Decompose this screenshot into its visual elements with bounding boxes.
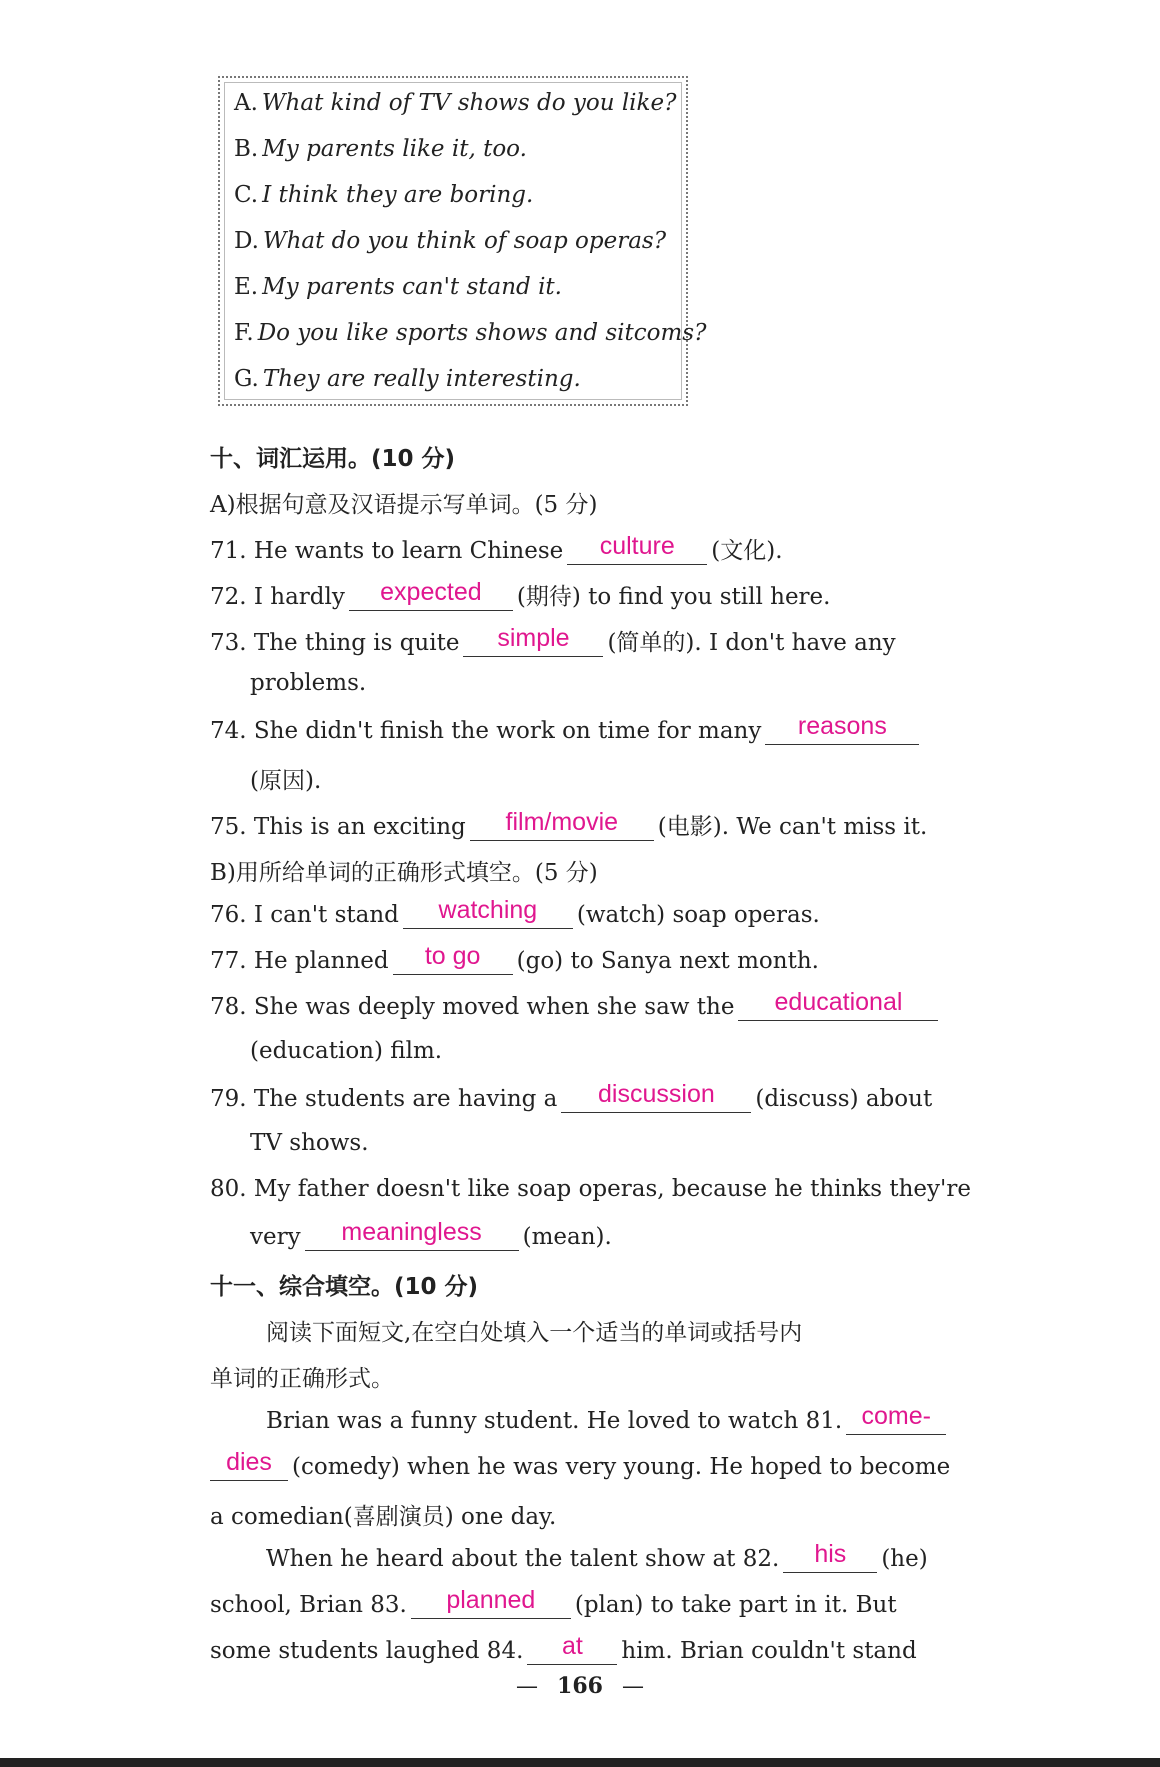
answer-74: reasons	[797, 712, 887, 740]
option-f: F. Do you like sports shows and sitcoms?	[234, 320, 707, 346]
question-75: 75. This is an exciting film/movie (电影). We can't miss it.	[210, 808, 928, 840]
question-74-cont: (原因).	[250, 768, 322, 794]
answer-84: at	[561, 1632, 583, 1660]
option-c: C. I think they are boring.	[234, 182, 534, 208]
passage-line-4: When he heard about the talent show at 82. his (he)	[266, 1540, 928, 1572]
option-d: D. What do you think of soap operas?	[234, 228, 667, 254]
answer-80: meaningless	[341, 1218, 482, 1246]
part-b-instruction: B)用所给单词的正确形式填空。(5 分)	[210, 860, 598, 886]
answer-75: film/movie	[505, 808, 619, 836]
answer-79: discussion	[598, 1080, 715, 1108]
section-11-instruction-2: 单词的正确形式。	[210, 1366, 394, 1392]
option-b: B. My parents like it, too.	[234, 136, 527, 162]
question-76: 76. I can't stand watching (watch) soap operas.	[210, 896, 820, 928]
passage-line-3: a comedian(喜剧演员) one day.	[210, 1504, 557, 1530]
section-10-title: 十、词汇运用。(10 分)	[210, 446, 456, 472]
page-number: — 166 —	[516, 1673, 644, 1699]
question-78-cont: (education) film.	[250, 1038, 443, 1064]
answer-76: watching	[438, 896, 538, 924]
passage-line-1: Brian was a funny student. He loved to watch 81. come-	[266, 1406, 950, 1435]
answer-82: his	[814, 1540, 847, 1568]
question-79: 79. The students are having a discussion (discuss) about	[210, 1080, 933, 1112]
question-72: 72. I hardly expected (期待) to find you still here.	[210, 578, 831, 610]
answer-77: to go	[424, 942, 481, 970]
option-a: A. What kind of TV shows do you like?	[234, 90, 677, 116]
question-78: 78. She was deeply moved when she saw the educational	[210, 992, 942, 1021]
answer-81b: dies	[226, 1448, 272, 1476]
part-a-instruction: A)根据句意及汉语提示写单词。(5 分)	[210, 492, 598, 518]
question-80-cont: very meaningless (mean).	[250, 1218, 612, 1250]
question-71: 71. He wants to learn Chinese culture (文化).	[210, 532, 783, 564]
option-e: E. My parents can't stand it.	[234, 274, 562, 300]
answer-78: educational	[774, 988, 903, 1016]
passage-line-6: some students laughed 84. at him. Brian couldn't stand	[210, 1632, 917, 1664]
question-77: 77. He planned to go (go) to Sanya next month.	[210, 942, 819, 974]
answer-81a: come-	[861, 1402, 931, 1430]
passage-line-2: dies (comedy) when he was very young. He hoped to become	[210, 1452, 950, 1481]
option-g: G. They are really interesting.	[234, 366, 581, 392]
answer-72: expected	[380, 578, 482, 606]
answer-83: planned	[446, 1586, 536, 1614]
passage-line-5: school, Brian 83. planned (plan) to take part in it. But	[210, 1586, 897, 1618]
bottom-border	[0, 1758, 1160, 1767]
question-74: 74. She didn't finish the work on time for many reasons	[210, 716, 923, 745]
answer-73: simple	[497, 624, 570, 652]
question-79-cont: TV shows.	[250, 1130, 369, 1156]
answer-71: culture	[599, 532, 675, 560]
section-11-instruction-1: 阅读下面短文,在空白处填入一个适当的单词或括号内	[266, 1320, 803, 1346]
question-73: 73. The thing is quite simple (简单的). I don't have any	[210, 624, 896, 656]
section-11-title: 十一、综合填空。(10 分)	[210, 1274, 479, 1300]
question-73-cont: problems.	[250, 670, 367, 696]
question-80: 80. My father doesn't like soap operas, because he thinks they're	[210, 1176, 971, 1202]
